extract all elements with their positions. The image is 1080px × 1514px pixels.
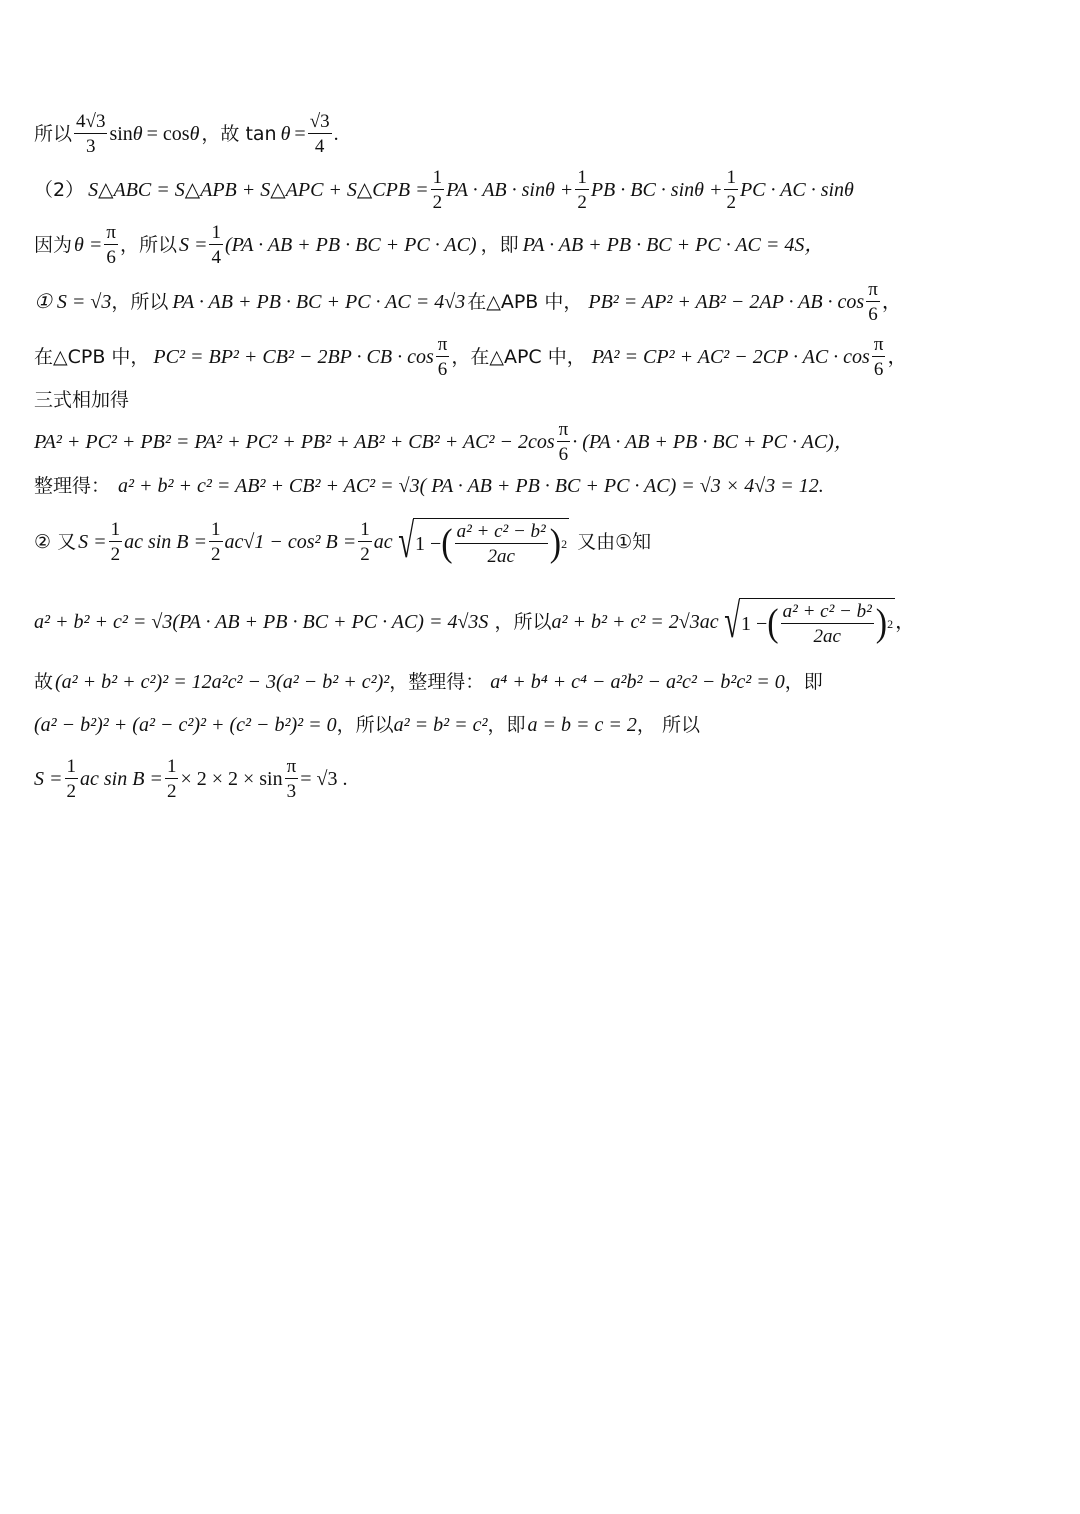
line-6	[34, 386, 129, 414]
fraction: $\frac{1}{2}$	[166, 756, 177, 802]
fraction: $\frac{\pi}{6}$	[437, 334, 448, 380]
text: S△ABC = S△APB + S△APC + S△CPB =	[88, 179, 429, 201]
fraction: $\frac{1}{4}$	[211, 222, 221, 268]
fraction: $\frac{\pi}{6}$	[558, 419, 569, 465]
line-11: 故 (a² + b² + c²)² = 12a²c² − 3(a² − b² + c²)² ，整理得： a⁴ + b⁴ + c⁴ − a²b² − a²c² − b²c² = 0 ，即	[34, 668, 823, 696]
text: sin	[109, 123, 133, 145]
text: (a² − b²)² + (a² − c²)² + (c² − b²)² = 0	[34, 714, 337, 736]
text: 在△CPB 中，	[34, 346, 150, 368]
line-7: PA² + PC² + PB² = PA² + PC² + PB² + AB² + CB² + AC² − 2cos $\frac{\pi}{6}$ · (PA · AB + PB · BC + PC · AC)，	[34, 419, 854, 465]
fraction: $\frac{1}{2}$	[577, 167, 587, 213]
fraction: $\frac{1}{2}$	[360, 519, 370, 565]
fraction: $\frac{1}{2}$	[110, 519, 121, 565]
fraction: $\frac{\pi}{6}$	[868, 279, 878, 325]
line-3: 因为 θ = $\frac{\pi}{6}$ ，所以 S = $\frac{1}{4}$ (PA · AB + PB · BC + PC · AC) ，即 PA · AB + PB · BC + PC · AC = 4S，	[34, 222, 825, 268]
line-5: 在△CPB 中， PC² = BP² + CB² − 2BP · CB · cos $\frac{\pi}{6}$ ，在△APC 中， PA² = CP² + AC² − 2CP · AC · cos $\frac{\pi}{6}$ ，	[34, 334, 908, 380]
text: ② 又	[34, 531, 77, 553]
text: PC · AC · sinθ	[739, 179, 854, 201]
text: 所以	[34, 123, 73, 145]
fraction: $\frac{1}{2}$	[726, 167, 736, 213]
fraction: $\frac{1}{2}$	[211, 519, 221, 565]
line-8: 整理得： a² + b² + c² = AB² + CB² + AC² = √3( PA · AB + PB · BC + PC · AC) = √3 × 4√3 = 12.	[34, 472, 824, 500]
text: 因为	[34, 234, 73, 256]
text: ，故 tan	[201, 123, 277, 145]
text: ，所以	[111, 291, 169, 313]
square-root: √ 1 − ( $\frac{\text{a² + c² − b²}}{2ac}$ ) 2	[723, 595, 894, 648]
text: PA² + PC² + PB² = PA² + PC² + PB² + AB² + CB² + AC² − 2cos	[34, 431, 555, 453]
text: = cos	[146, 123, 190, 145]
fraction: $\frac{4√3}{3}$	[76, 111, 106, 157]
line-13: S = $\frac{1}{2}$ ac sin B = $\frac{1}{2}$ × 2 × 2 × sin $\frac{\pi}{3}$ = √3 .	[34, 756, 348, 802]
text: 故	[34, 671, 54, 693]
text: S =	[34, 768, 63, 790]
fraction: $\frac{\pi}{6}$	[873, 334, 884, 380]
line-2	[34, 168, 854, 212]
fraction: $\frac{1}{2}$	[432, 167, 443, 213]
line-12: (a² − b²)² + (a² − c²)² + (c² − b²)² = 0 ，所以 a² = b² = c² ，即 a = b = c = 2 ， 所以	[34, 711, 700, 739]
text: 整理得：	[34, 475, 111, 497]
line-10: a² + b² + c² = √3(PA · AB + PB · BC + PC · AC) = 4√3S ，所以 a² + b² + c² = 2√3ac √ 1 − ( $\frac{\text{a² + c² − b²}}{2ac}$ ) 2 ，	[34, 595, 916, 648]
text: ，所以	[119, 234, 177, 256]
square-root: √ 1 − ( $\frac{\text{a² + c² − b²}}{2ac}$ ) 2	[397, 515, 568, 568]
line-9: ② 又 S = $\frac{1}{2}$ ac sin B = $\frac{1}{2}$ ac√1 − cos² B = $\frac{1}{2}$ ac √ 1 − ( $\frac{\text{a² + c² − b²}}{2ac}$ ) 2 又由①知	[34, 515, 652, 568]
text: PB · BC · sinθ +	[590, 179, 723, 201]
line-1: 所以 $\frac{4√3}{3}$ sin θ = cos θ ，故 tan θ = $\frac{√3}{4}$ .	[34, 111, 339, 157]
text: a² + b² + c² = √3(PA · AB + PB · BC + PC · AC) = 4√3S	[34, 611, 489, 633]
fraction: $\frac{\pi}{6}$	[106, 222, 116, 268]
text: 三式相加得	[34, 389, 130, 411]
fraction: $\frac{√3}{4}$	[309, 111, 330, 157]
fraction: $\frac{1}{2}$	[66, 756, 76, 802]
line-4: ① S = √3 ，所以 PA · AB + PB · BC + PC · AC = 4√3 在△APB 中， PB² = AP² + AB² − 2AP · AB · cos $\frac{\pi}{6}$ ，	[34, 279, 902, 325]
text: ① S = √3	[34, 291, 112, 313]
fraction: $\frac{\pi}{3}$	[286, 756, 297, 802]
text: （2）	[34, 179, 85, 201]
text: PA · AB · sinθ +	[446, 179, 574, 201]
